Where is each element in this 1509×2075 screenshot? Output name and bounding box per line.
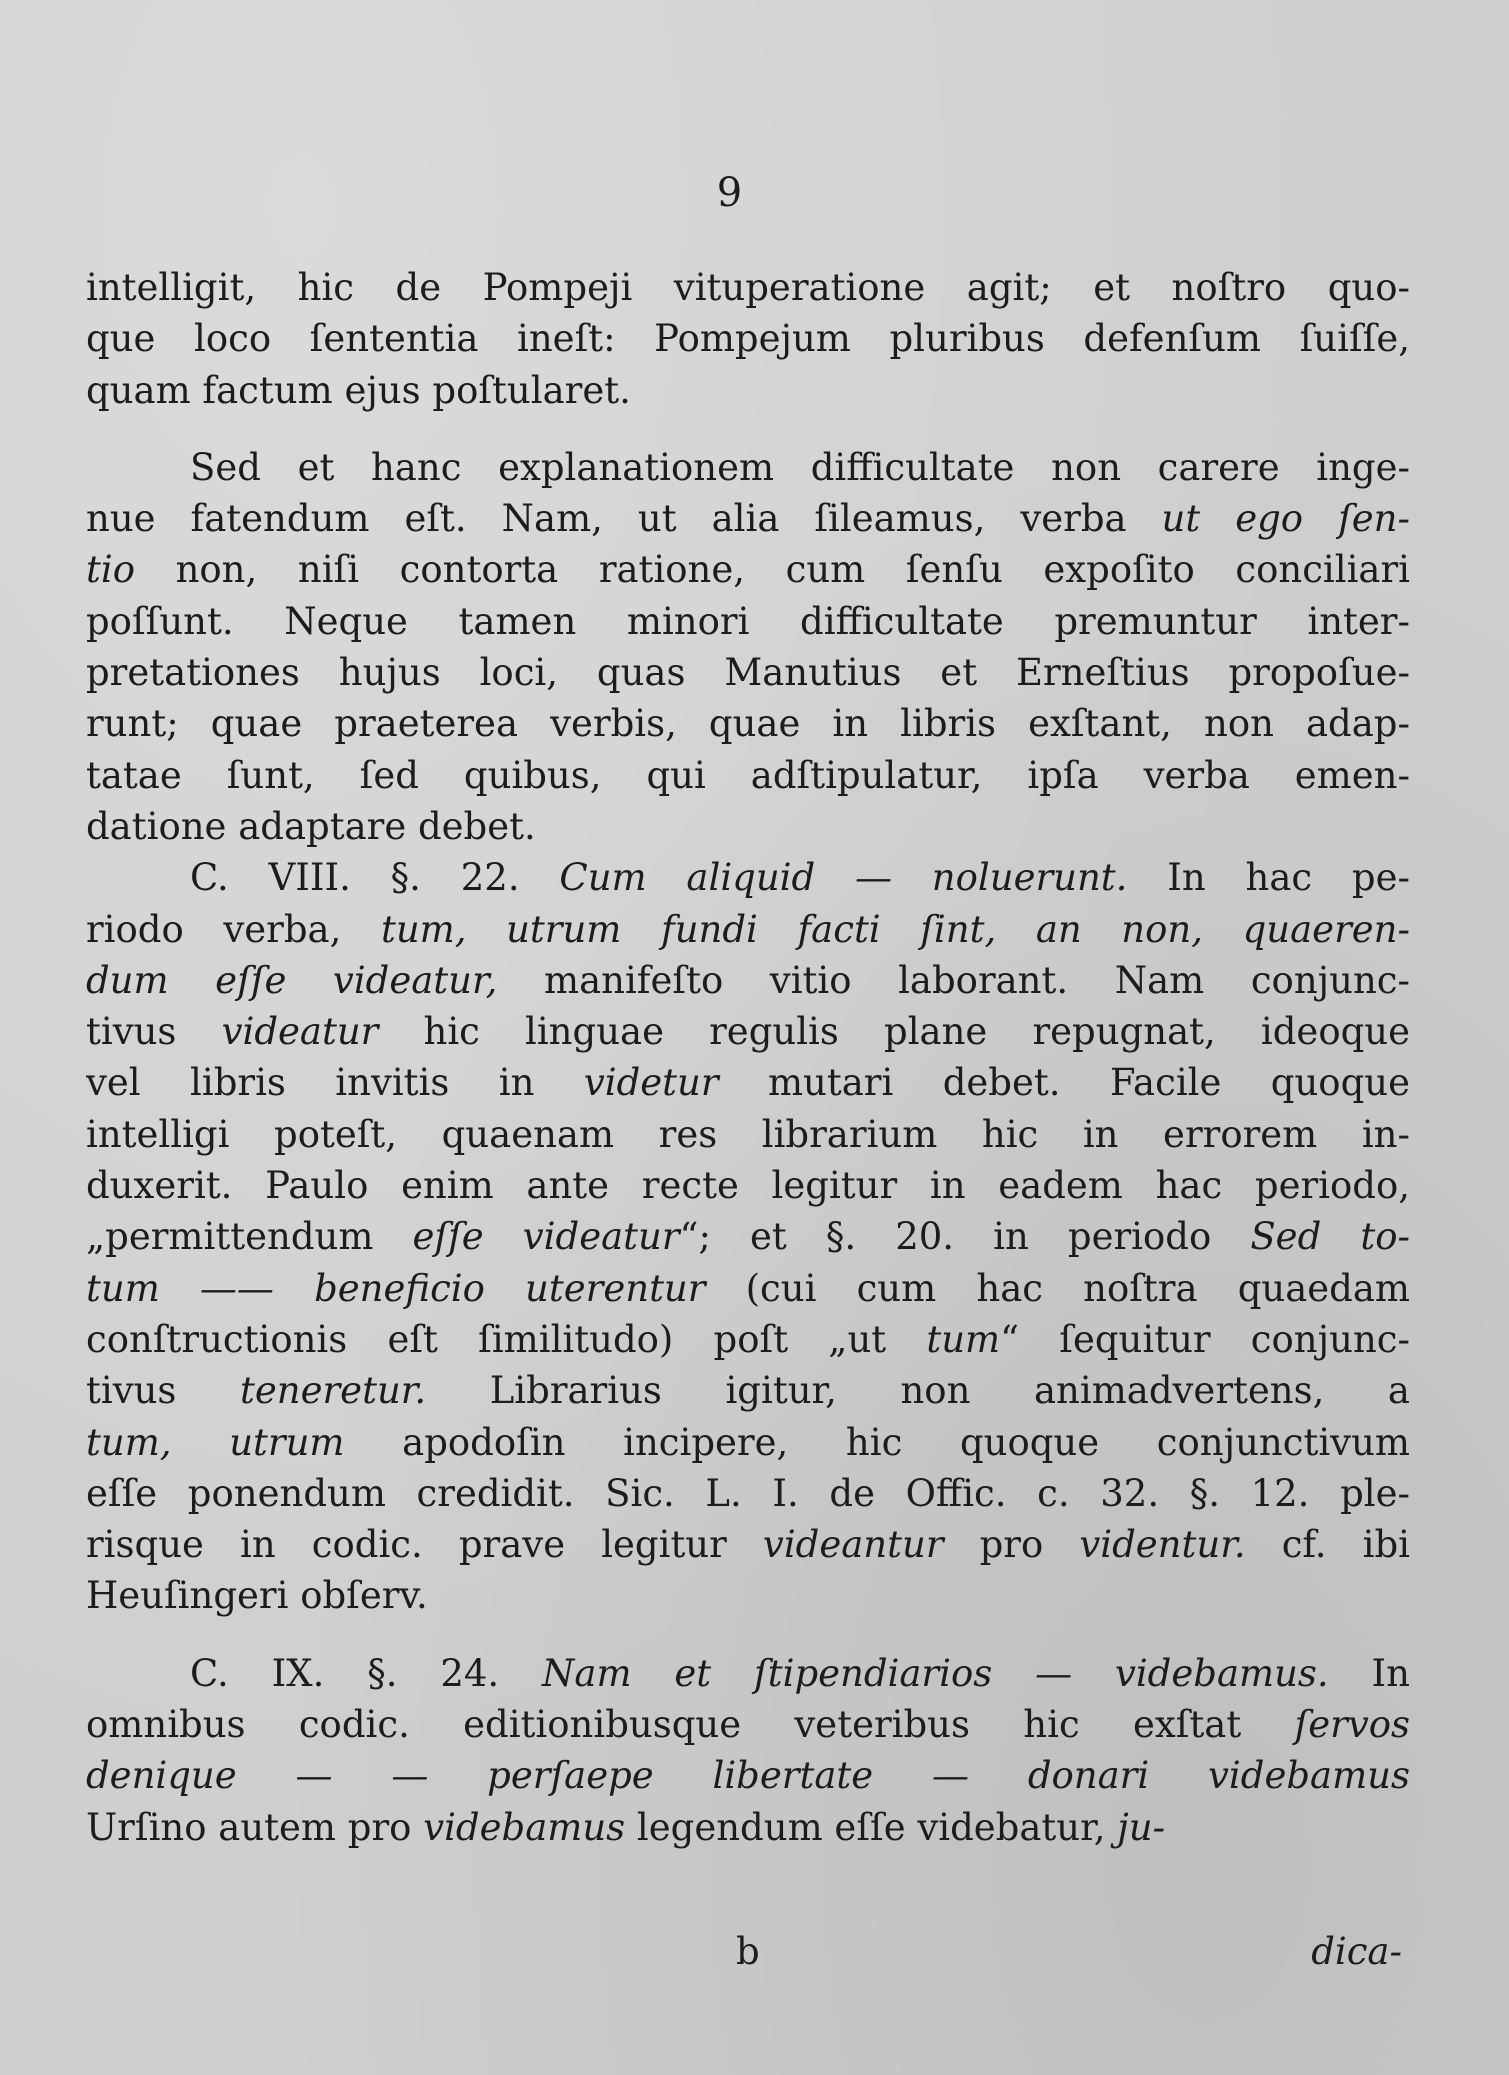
text-line [86,1006,1410,1057]
roman-text: In [1328,1651,1410,1695]
roman-text: mutari debet. Facile quoque [718,1061,1410,1105]
text-line [86,442,1410,493]
roman-text: datione adaptare debet. [86,804,536,848]
page-footer [86,1930,1410,1980]
italic-text: Nam et ſtipendiarios — videbamus. [542,1651,1329,1695]
italic-text: ſervos [1294,1703,1410,1747]
body-text [86,262,1410,1853]
italic-text: videatur [221,1010,379,1054]
text-line [86,801,1410,852]
roman-text: legendum eſſe videbatur, [625,1805,1118,1849]
roman-text: runt; quae praeterea verbis, quae in libris exſtant, non adap- [86,702,1410,746]
text-line [86,1263,1410,1314]
roman-text: omnibus codic. editionibusque veteribus hic exſtat [86,1703,1295,1747]
roman-text: pretationes hujus loci, quas Manutius et Erneſtius propoſue- [86,651,1410,695]
italic-text: eſſe videatur [412,1215,680,1259]
text-line [86,1570,1410,1621]
paragraph-1 [86,262,1410,416]
italic-text: Sed to- [1250,1215,1410,1259]
paragraph-gap [86,416,1410,442]
signature-mark: b [736,1930,760,1973]
text-line [86,1160,1410,1211]
italic-text: tum, utrum [86,1420,345,1464]
text-line: que loco ſententia ineſt: Pompejum pluribus defenſum ſuiſſe, [86,317,1410,361]
roman-text: In hac pe- [1127,856,1410,900]
roman-text: Urſino autem pro [86,1805,424,1849]
italic-text: Cum aliquid — noluerunt. [559,856,1128,900]
roman-text: risque in codic. prave legitur [86,1523,763,1567]
roman-text: „permittendum [86,1215,413,1259]
text-line [86,1365,1410,1416]
page-number: 9 [716,170,744,216]
roman-text: riodo verba, [86,907,381,951]
text-line: quam factum ejus poſtularet. [86,368,631,412]
italic-text: tio [86,548,135,592]
text-line [86,1417,1410,1468]
text-line [86,698,1410,749]
italic-text: tum —— beneficio uterentur [86,1266,706,1310]
italic-text: videantur [762,1523,944,1567]
roman-text: duxerit. Paulo enim ante recte legitur in eadem hac periodo, [86,1164,1410,1208]
italic-text: ut ego ſen- [1161,497,1410,541]
italic-text: ju- [1117,1805,1166,1849]
roman-text: apodoſin incipere, hic quoque conjunctivum [344,1420,1410,1464]
roman-text: Heuſingeri obſerv. [86,1574,428,1618]
roman-text: cf. ibi [1245,1523,1410,1567]
roman-text: poſſunt. Neque tamen minori difficultate premuntur inter- [86,599,1410,643]
text-line [86,1519,1410,1570]
text-line [86,750,1410,801]
roman-text: “ ſequitur conjunc- [1000,1317,1410,1361]
roman-text: (cui cum hac noſtra quaedam [705,1266,1410,1310]
roman-text: hic linguae regulis plane repugnat, ideoque [378,1010,1410,1054]
paragraph-gap [86,1622,1410,1648]
italic-text: tum [926,1317,1001,1361]
text-line [86,647,1410,698]
text-line [86,1468,1410,1519]
paragraph-2 [86,442,1410,852]
text-line: intelligit, hic de Pompeji vituperatione agit; et noſtro quo- [86,266,1410,309]
roman-text: manifeſto vitio laborant. Nam conjunc- [497,958,1410,1002]
roman-text: Librarius igitur, non animadvertens, a [426,1369,1410,1413]
roman-text: Sed et hanc explanationem difficultate non carere inge- [190,445,1410,489]
text-line [86,1699,1410,1750]
text-line [86,1211,1410,1262]
roman-text: tivus [86,1010,222,1054]
text-line [86,1109,1410,1160]
roman-text: vel libris invitis in [86,1061,584,1105]
catchword: dica- [1311,1930,1402,1973]
text-line [86,852,1410,903]
roman-text: conſtructionis eſt ſimilitudo) poſt „ut [86,1317,927,1361]
roman-text: pro [943,1523,1080,1567]
roman-text: tivus [86,1369,240,1413]
text-line [86,1314,1410,1365]
italic-text: videbamus [423,1805,626,1849]
text-line [86,596,1410,647]
text-line [86,544,1410,595]
text-line [86,955,1410,1006]
text-line [86,493,1410,544]
roman-text: non, niſi contorta ratione, cum ſenſu expoſito conciliari [134,548,1410,592]
roman-text: C. VIII. §. 22. [190,856,560,900]
paragraph-4 [86,1648,1410,1853]
text-line [86,1802,1410,1853]
roman-text: intelligi poteſt, quaenam res librarium hic in errorem in- [86,1112,1410,1156]
text-line [86,904,1410,955]
italic-text: denique — — perſaepe libertate — donari videbamus [86,1754,1410,1798]
paragraph-3 [86,852,1410,1621]
roman-text: tatae ſunt, ſed quibus, qui adſtipulatur, ipſa verba emen- [86,753,1410,797]
italic-text: videntur. [1079,1523,1246,1567]
italic-text: teneretur. [240,1369,427,1413]
text-line [86,1648,1410,1699]
roman-text: “; et §. 20. in periodo [679,1215,1251,1259]
roman-text: C. IX. §. 24. [190,1651,543,1695]
text-line [86,1750,1410,1801]
italic-text: tum, utrum fundi facti ſint, an non, quaeren- [380,907,1410,951]
roman-text: eſſe ponendum credidit. Sic. L. I. de Offic. c. 32. §. 12. ple- [86,1471,1410,1515]
text-line [86,1057,1410,1108]
italic-text: videtur [583,1061,719,1105]
roman-text: nue fatendum eſt. Nam, ut alia ſileamus, verba [86,497,1162,541]
italic-text: dum eſſe videatur, [86,958,498,1002]
